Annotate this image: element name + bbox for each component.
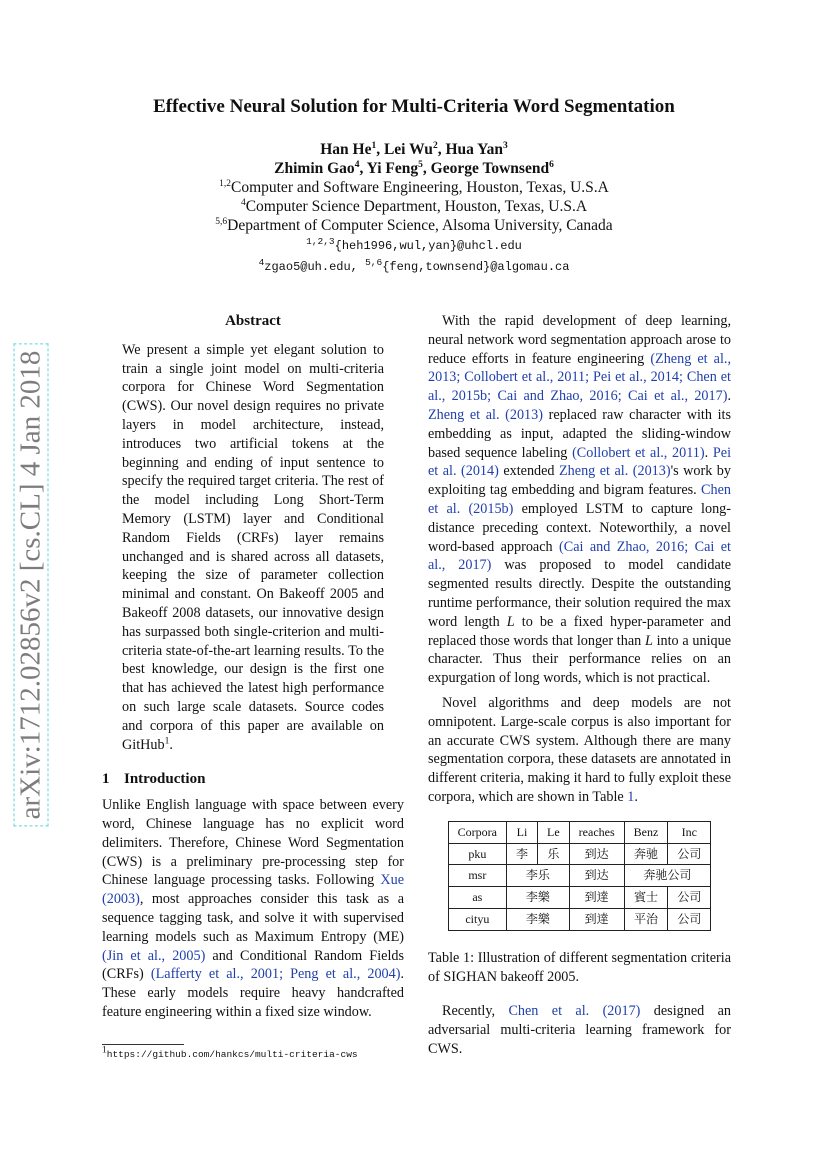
email-line: $^{1,2,3}${heh1996,wul,yan}@uhcl.edu [306,236,522,253]
citation-link[interactable]: Zheng et al. (2013) [428,406,543,423]
citation-link[interactable]: Chen et al. (2017) [508,1003,641,1020]
author-name: Han He [320,141,372,158]
intro-paragraph-2: With the rapid development of deep learning, neural network word segmentation approach arose to reduce efforts in feature engineering (Zheng et al., 2013; Collobert et al., 2011; Pei et al., 2014; Chen et al., 2015b; Cai and Zhao, 2016; Cai et al., 2017). Zheng et al. (2013) replaced raw character with its embedding as input, adapted the sliding-window based sequence labeling (Collobert et al., 2011). Pei et al. (2014) extended Zheng et al. (2013)'s work by exploiting tag embedding and bigram features. Chen et al. (2015b) employed LSTM to capture long-distance preceding context. Noteworthily, a novel word-based approach (Cai and Zhao, 2016; Cai et al., 2017) was proposed to model candidate segmented results directly. Despite the outstanding runtime performance, their solution required the max word length L to be a fixed hyper-parameter and replaced those words that longer than L into a unique character. Thus their performance relies on an expurgation of long words, which is not practical. [428,313,732,687]
table-header-cell: Le [538,821,570,843]
segment-cell: 到达 [569,865,624,887]
table-header-cell: Benz [624,821,668,843]
intro-paragraph-3: Novel algorithms and deep models are not omnipotent. Large-scale corpus is also important for an accurate CWS system. Although there are many segmentation corpora, these datasets are annotated in different criteria, making it hard to fully exploit these corpora, which are shown in Table 1. [428,694,731,805]
citation-link[interactable]: (Lafferty et al., 2001; Peng et al., 2004) [150,966,401,983]
segment-cell: 李樂 [507,908,570,930]
corpus-cell: cityu [448,908,506,930]
segment-cell: 公司 [668,843,711,865]
author-line-2: Zhimin Gao$^4$, Yi Feng$^5$, George Townsend$^6$ [274,159,554,177]
email-line: $^4$zgao5@uh.edu, $^{5,6}${feng,townsend}@algomau.ca [258,257,570,274]
segment-cell: 李 [507,843,538,865]
intro-paragraph-1: Unlike English language with space between every word, Chinese language has no explicit word delimiters. Therefore, Chinese Word Segmentation (CWS) is a preliminary pre-processing step for Chinese language processing tasks. Following Xue (2003), most approaches consider this task as a sequence tagging task, and solve it with supervised learning models such as Maximum Entropy (ME) (Jin et al., 2005) and Conditional Random Fields (CRFs) (Lafferty et al., 2001; Peng et al., 2004). These early models require heavy handcrafted feature engineering within a fixed size window. [102,797,404,1020]
segment-cell: 奔驰 [624,843,668,865]
segment-cell: 公司 [668,908,711,930]
left-column [102,312,404,1022]
footnote-url[interactable]: https://github.com/hankcs/multi-criteria-cws [106,1049,358,1060]
segment-cell: 平治 [624,908,668,930]
citation-link[interactable]: (Collobert et al., 2011) [572,444,705,461]
citation-link[interactable]: (Zheng et al., 2013; Collobert et al., 2011; Pei et al., 2014; Chen et al., 2015b; Cai and Zhao, 2016; Cai et al., 2017) [428,350,731,405]
author-name: George Townsend [430,160,550,177]
author-name: Hua Yan [445,141,504,158]
author-name: Lei Wu [383,141,433,158]
corpus-cell: as [448,887,506,909]
affiliation: $^{1,2}$Computer and Software Engineering, Houston, Texas, U.S.A [219,178,609,196]
segment-cell: 到達 [569,887,624,909]
citation-link[interactable]: Zheng et al. (2013) [559,463,671,480]
author-name: Zhimin Gao [274,160,355,177]
arxiv-identifier[interactable]: arXiv:1712.02856v2 [cs.CL] 4 Jan 2018 [14,344,49,827]
table-caption: Table 1: Illustration of different segmentation criteria of SIGHAN bakeoff 2005. [428,949,731,985]
right-column [428,312,731,1059]
segment-cell: 乐 [538,843,570,865]
table-header-cell: reaches [569,821,624,843]
abstract-body: We present a simple yet elegant solution to train a single joint model on multi-criteria corpora for Chinese Word Segmentation (CWS). Our novel design requires no private layers in model architecture, instead, introduces two artificial tokens at the beginning and ending of input sentence to specify the required target criteria. The rest of the model including Long Short-Term Memory (LSTM) layer and Conditional Random Fields (CRFs) layer remains unchanged and is shared across all datasets, keeping the size of parameter collection minimal and constant. On Bakeoff 2005 and Bakeoff 2008 datasets, our innovative design has surpassed both single-criterion and multi-criteria state-of-the-art learning results. To the best knowledge, our design is the first one that has achieved the latest high performance on such large scale datasets. Source codes and corpora of this paper are available on GitHub$^1$. [122,341,384,753]
arxiv-stamp [14,350,48,820]
intro-paragraph-4: Recently, Chen et al. (2017) designed an adversarial multi-criteria learning framework for CWS. [428,1003,731,1057]
citation-link[interactable]: (Jin et al., 2005) [102,947,206,964]
segment-cell: 李乐 [507,865,570,887]
criteria-table [448,821,712,931]
corpus-cell: pku [448,843,506,865]
table-header-cell: Inc [668,821,711,843]
citation-link[interactable]: Xue (2003) [102,872,404,908]
abstract-heading: Abstract [225,313,281,329]
citation-link[interactable]: Chen et al. (2015b) [428,482,731,517]
paper-title: Effective Neural Solution for Multi-Criteria Word Segmentation [153,96,675,117]
segment-cell: 到達 [569,908,624,930]
table-row [448,843,711,865]
corpus-cell: msr [448,865,506,887]
citation-link[interactable]: Pei et al. (2014) [428,444,732,480]
footnote-mark[interactable]: 1 [164,735,170,746]
footnote: $^1$https://github.com/hankcs/multi-criteria-cws [102,1045,358,1060]
table-header-cell: Li [507,821,538,843]
table-row [448,908,711,930]
affiliation: $^4$Computer Science Department, Houston, Texas, U.S.A [240,197,588,215]
author-line-1: Han He$^1$, Lei Wu$^2$, Hua Yan$^3$ [320,140,508,158]
section-heading: 1 Introduction [102,771,206,788]
author-name: Yi Feng [366,160,419,177]
citation-link[interactable]: (Cai and Zhao, 2016; Cai et al., 2017) [428,538,731,574]
segment-cell: 賓士 [624,887,668,909]
table-row [448,865,711,887]
segment-cell: 李樂 [507,887,570,909]
segment-cell: 公司 [668,887,711,909]
segment-cell: 奔驰公司 [624,865,711,887]
table-header-cell: Corpora [448,821,506,843]
author-block [0,140,828,277]
affiliation: $^{5,6}$Department of Computer Science, Alsoma University, Canada [215,216,613,234]
table-row [448,887,711,909]
segment-cell: 到达 [569,843,624,865]
table-ref-link[interactable]: 1 [627,788,635,805]
footnote-rule [102,1044,184,1045]
table-header-row [448,821,711,843]
